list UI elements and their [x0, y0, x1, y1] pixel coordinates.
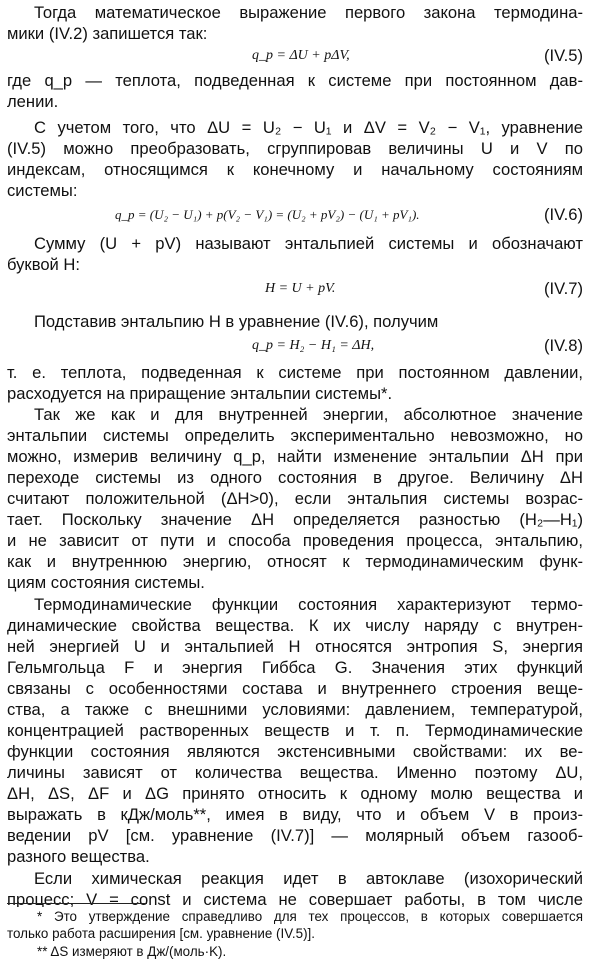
text-line: ней энергией U и энтальпией H относятся энтропия S, энергия	[7, 637, 583, 656]
text-line: как и внутреннюю энергию, относят к термодинамическим функ-	[7, 552, 583, 571]
text-line: индексам, относящимся к конечному и начальному состояниям	[7, 160, 583, 179]
equation-number: (IV.6)	[543, 205, 583, 224]
text-line: (IV.5) можно преобразовать, сгруппировав величины U и V по	[7, 139, 583, 158]
text-line: энтальпии системы определить экспериментально невозможно, но	[7, 426, 583, 445]
text-line: ведении pV [см. уравнение (IV.7)] — молярный объем газооб-	[7, 826, 583, 845]
text-line: и не зависит от пути и способа проведения процесса, энтальпию,	[7, 531, 583, 550]
footnote: * Это утверждение справедливо для тех процессов, в которых совершается	[37, 909, 583, 924]
text-line: динамические свойства вещества. К их числу наряду с внутрен-	[7, 616, 583, 635]
text-line: личины зависят от количества вещества. Именно поэтому ΔU,	[7, 763, 583, 782]
text-line: С учетом того, что ΔU = U₂ − U₁ и ΔV = V₂ − V₁, уравнение	[34, 118, 583, 137]
text-line: Если химическая реакция идет в автоклаве (изохорический	[34, 869, 583, 888]
equation-expression: q_p = (U₂ − U₁) + p(V₂ − V₁) = (U₂ + pV₂) − (U₁ + pV₁).	[115, 207, 420, 222]
text-line: где q_p — теплота, подведенная к системе при постоянном дав-	[7, 71, 583, 90]
equation-number: (IV.8)	[543, 336, 583, 355]
text-line: можно, измерив величину q_p, найти изменение энтальпии ΔH при	[7, 447, 583, 466]
text-line: буквой H:	[7, 255, 81, 274]
text-line: лении.	[7, 92, 59, 111]
text-line: ΔH, ΔS, ΔF и ΔG принято относить к одному молю вещества и	[7, 784, 583, 803]
footnote: только работа расширения [см. уравнение (IV.5)].	[7, 926, 315, 941]
text-line: функции состояния являются экстенсивными свойствами: их ве-	[7, 742, 583, 761]
text-line: мики (IV.2) запишется так:	[7, 24, 208, 43]
text-line: системы:	[7, 181, 78, 200]
footnote-divider	[7, 903, 147, 904]
text-line: концентрацией растворенных веществ и т. п. Термодинамические	[7, 721, 583, 740]
equation-number: (IV.7)	[543, 279, 583, 298]
text-line: Тогда математическое выражение первого закона термодина-	[34, 3, 583, 22]
equation-number: (IV.5)	[543, 46, 583, 65]
text-line: циям состояния системы.	[7, 573, 205, 592]
text-line: Так же как и для внутренней энергии, абсолютное значение	[34, 405, 583, 424]
equation-expression: q_p = ΔU + pΔV,	[252, 48, 350, 63]
text-line: переходе системы из одного состояния в другое. Величину ΔH	[7, 468, 583, 487]
text-line: разного вещества.	[7, 847, 150, 866]
text-line: расходуется на приращение энтальпии системы*.	[7, 384, 393, 403]
text-line: процесс; V = const и система не совершает работы, в том числе	[7, 890, 583, 907]
text-line: Подставив энтальпию H в уравнение (IV.6), получим	[34, 312, 439, 331]
text-line: ства, а также с внешними условиями: давлением, температурой,	[7, 700, 583, 719]
footnote: ** ΔS измеряют в Дж/(моль·K).	[37, 944, 227, 959]
equation-expression: q_p = H₂ − H₁ = ΔH,	[252, 338, 375, 353]
text-line: Сумму (U + pV) называют энтальпией системы и обозначают	[34, 234, 583, 253]
text-line: Гельмгольца F и энергия Гиббса G. Значения этих функций	[7, 658, 583, 677]
text-line: выражать в кДж/моль**, имея в виду, что и объем V в произ-	[7, 805, 583, 824]
text-line: считают положительной (ΔH>0), если энтальпия системы возрас-	[7, 489, 583, 508]
text-line: Термодинамические функции состояния характеризуют термо-	[34, 595, 583, 614]
text-line: тает. Поскольку значение ΔH определяется разностью (H₂—H₁)	[7, 510, 583, 529]
text-line: связаны с особенностями состава и внутреннего строения веще-	[7, 679, 583, 698]
text-line: т. е. теплота, подведенная к системе при постоянном давлении,	[7, 363, 583, 382]
equation-expression: H = U + pV.	[265, 281, 336, 296]
